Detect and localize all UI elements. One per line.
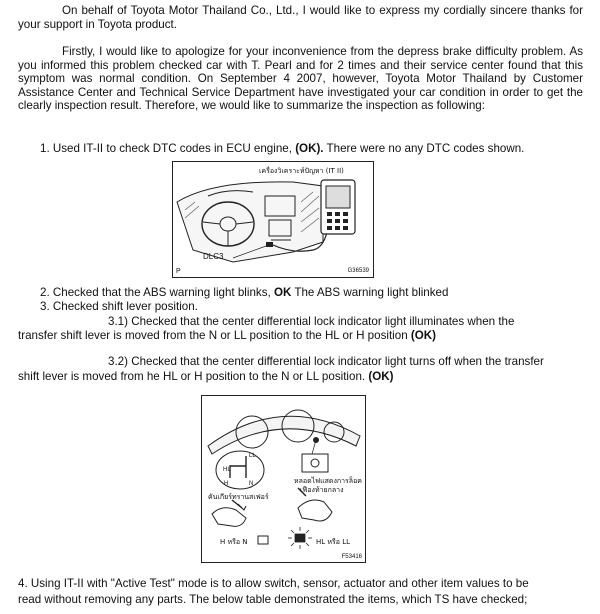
item-2-result: OK [273, 286, 292, 299]
item-1-text: 1. Used IT-II to check DTC codes in ECU engine, [40, 142, 292, 155]
item-3-1-result: (OK) [410, 329, 436, 342]
item-1-tail: There were no any DTC codes shown. [326, 142, 525, 155]
item-3-2-line-1: 3.2) Checked that the center differential lock indicator light turns off when the transfer [108, 355, 544, 368]
figure-dashboard-tester [172, 161, 374, 278]
lamp-label-1: หลอดไฟแสดงการล็อค [294, 477, 362, 485]
intro-paragraph-2: Firstly, I would like to apologize for your inconvenience from the depress brake difficulty problem. As you informed this problem checked car with T. Pearl and for 2 times and their service center found that this symptom was normal condition. On September 4 2007, however, Toyota Motor Thailand by Customer Assistance Center and Technical Service Department have investigated your car condition in order to get the clearly inspection result. Therefore, we would like to summarize the inspection as following: [18, 45, 583, 113]
item-3-2-text: shift lever is moved from he HL or H position to the N or LL position. [18, 370, 366, 383]
figure-shift-lever [201, 395, 366, 563]
item-2-tail: The ABS warning light blinked [294, 286, 449, 299]
figure-1-code: G36539 [347, 268, 369, 274]
item-3-1-text: transfer shift lever is moved from the N or LL position to the HL or H position [18, 329, 408, 342]
ll-label: LL [249, 453, 256, 459]
lamp-label-2: เฟืองท้ายกลาง [300, 486, 344, 494]
item-3-2-line-2 [18, 370, 393, 384]
h-label: H [224, 481, 229, 487]
item-4-line-1: 4. Using IT-II with "Active Test" mode is to allow switch, sensor, actuator and other item values to be [18, 577, 529, 590]
dlc-label: DLC3 [203, 252, 224, 261]
tester-label: เครื่องวิเคราะห์ปัญหา (IT II) [259, 167, 344, 175]
item-3-1-line-1: 3.1) Checked that the center differential lock indicator light illuminates when the [108, 315, 515, 328]
item-3-1-line-2 [18, 329, 436, 343]
intro-paragraph-1: On behalf of Toyota Motor Thailand Co., Ltd., I would like to express my cordially sincere thanks for your support in Toyota product. [18, 4, 583, 31]
item-1-result: (OK). [295, 142, 324, 155]
off-position-label: H หรือ N [220, 538, 248, 546]
item-4-line-2: read without removing any parts. The below table demonstrated the items, which TS have checked; [18, 593, 528, 606]
item-2 [40, 286, 448, 300]
item-3-2-result: (OK) [368, 370, 394, 383]
on-position-label: HL หรือ LL [316, 538, 350, 546]
item-1 [40, 142, 524, 156]
figure-2-code: F53416 [341, 554, 362, 560]
lever-label: คันเกียร์ทรานสเฟอร์ [208, 493, 269, 501]
figure-1-corner-label: P [176, 268, 181, 275]
item-2-text: 2. Checked that the ABS warning light blinks, [40, 286, 271, 299]
n-label: N [249, 481, 254, 487]
item-3: 3. Checked shift lever position. [40, 300, 198, 313]
hl-label: HL [223, 467, 231, 473]
